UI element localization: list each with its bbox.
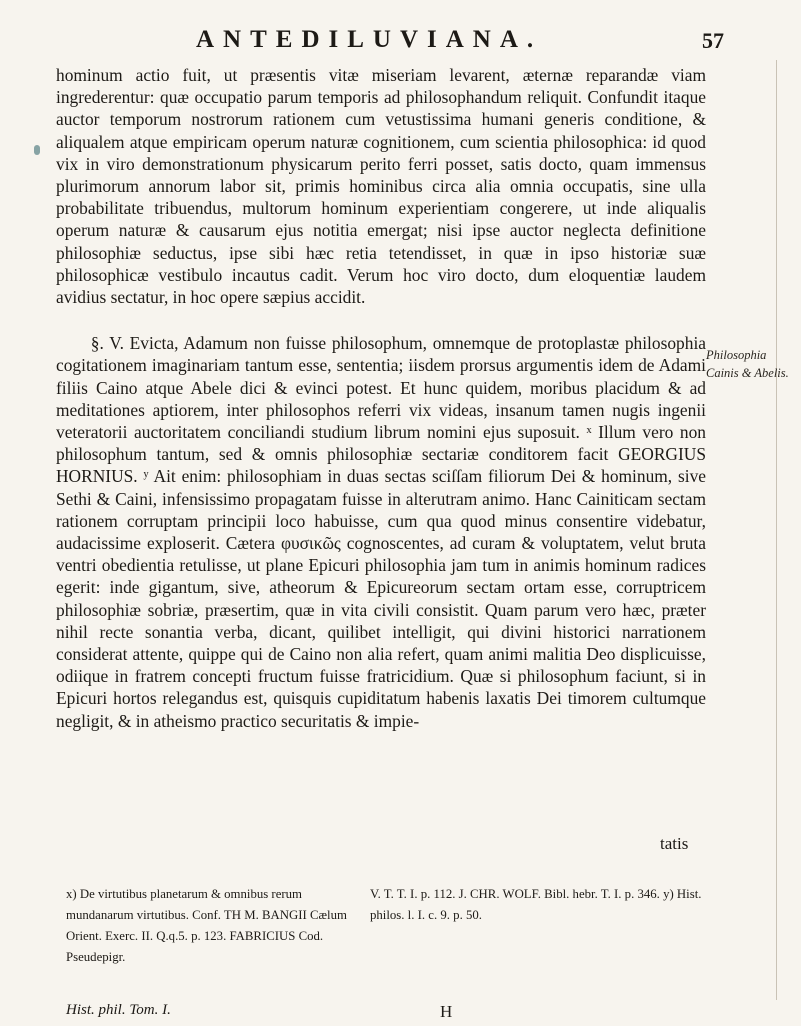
page-number: 57 — [702, 28, 724, 53]
footnote-y: V. T. T. I. p. 112. J. CHR. WOLF. Bibl. hebr. T. I. p. 346. y) Hist. philos. l. I. c. 9. p. 50. — [370, 887, 702, 922]
marginal-note: Philosophia Cainis & Abelis. — [706, 348, 789, 380]
catchword: tatis — [660, 834, 689, 853]
main-text — [56, 64, 706, 732]
signature-line — [66, 1002, 716, 1019]
footnote-column-left — [66, 884, 362, 968]
running-title: ANTEDILUVIANA. — [196, 26, 543, 53]
footnote-column-right — [370, 884, 710, 926]
paragraph-1: hominum actio fuit, ut præsentis vitæ miseriam levarent, æternæ reparandæ viam ingrederentur: quæ occupatio parum temporis ad philosophandum reliquit. Confundit itaque auctor temporum nostrorum rationem cum vetustissima humani generis conditione, & aliqualem atque empiricam operum naturæ cognitionem, cum scientia philosophica: id quod vix in viro demonstrationum physicarum perito ferri posset, satis docto, quam immensus plurimorum annorum labor sit, primis hominibus circa alia omnia occupatis, sine ulla probabilitate tribuendus, multorum hominum experientiam congerere, ut inde aliqualis operum naturæ & causarum ejus notitia emergat; nisi ipse auctor neglecta definitione philosophiæ seductus, ipse sibi hæc retia tetendisset, in quæ in ipso historiæ suæ philosophicæ vestibulo incautus cadit. Verum hoc viro docto, dum eloquentiæ laudem avidius sectatur, in hoc opere sæpius accidit. — [56, 65, 706, 308]
ink-stain — [34, 145, 40, 155]
footnote-x: x) De virtutibus planetarum & omnibus rerum mundanarum virtutibus. Conf. TH M. BANGII Cælum Orient. Exerc. II. Q.q.5. p. 123. FABRICIUS Cod. Pseudepigr. — [66, 887, 347, 964]
paragraph-2: §. V. Evicta, Adamum non fuisse philosophum, omnemque de protoplastæ philosophia cogitationem imaginariam tantum esse, sententia; iisdem prorsus argumentis idem de Adami filiis Caino atque Abele dici & evinci potest. Et hunc quidem, moribus placidum & ad meditationes aptiorem, inter philosophos referri vix videas, insanum tamen nugis ingenii veteratorii auctoritatem conciliandi studium librum nomini ejus suposuit. ˣ Illum vero non philosophum tantum, sed & omnis philosophiæ sectariæ conditorem facit GEORGIUS HORNIUS. ʸ Ait enim: philosophiam in duas sectas sciſſam filiorum Dei & hominum, sive Sethi & Caini, infensissimo propagatam fuisse in alterutram animo. Hanc Cainiticam sectam rationem corruptam principii loco habuisse, cum qua quod minus consentire videbatur, audacissime exploserit. Cætera φυσικῶς cognoscentes, ad curam & voluptatem, velut bruta ventri obedientia retulisse, ut plane Epicuri philosophia jam tum in animis hominum radices egerit: inde gigantum, sive, atheorum & Epicureorum sectam ortam esse, corruptricem philosophiæ sobriæ, præsertim, quæ in vita civili consistit. Quam parum vero hæc, præter nihil recte sonantia verba, dicant, quilibet intelligit, qui divini historici narrationem considerat attente, quippe qui de Caino non alia refert, quam animi malitia Deo displicuisse, odiique in fratrem concepti fructum fuisse fratricidium. Quæ si philosophum faciunt, si in Epicuri hortos relegandus est, quisquis cupiditatum habenis laxatis Dei timorem cultumque negligit, & in atheismo practico securitatis & impie- — [56, 333, 706, 731]
gathering-signature: H — [440, 1002, 453, 1021]
page-edge-line — [776, 60, 777, 1000]
volume-title: Hist. phil. Tom. I. — [66, 1002, 171, 1018]
